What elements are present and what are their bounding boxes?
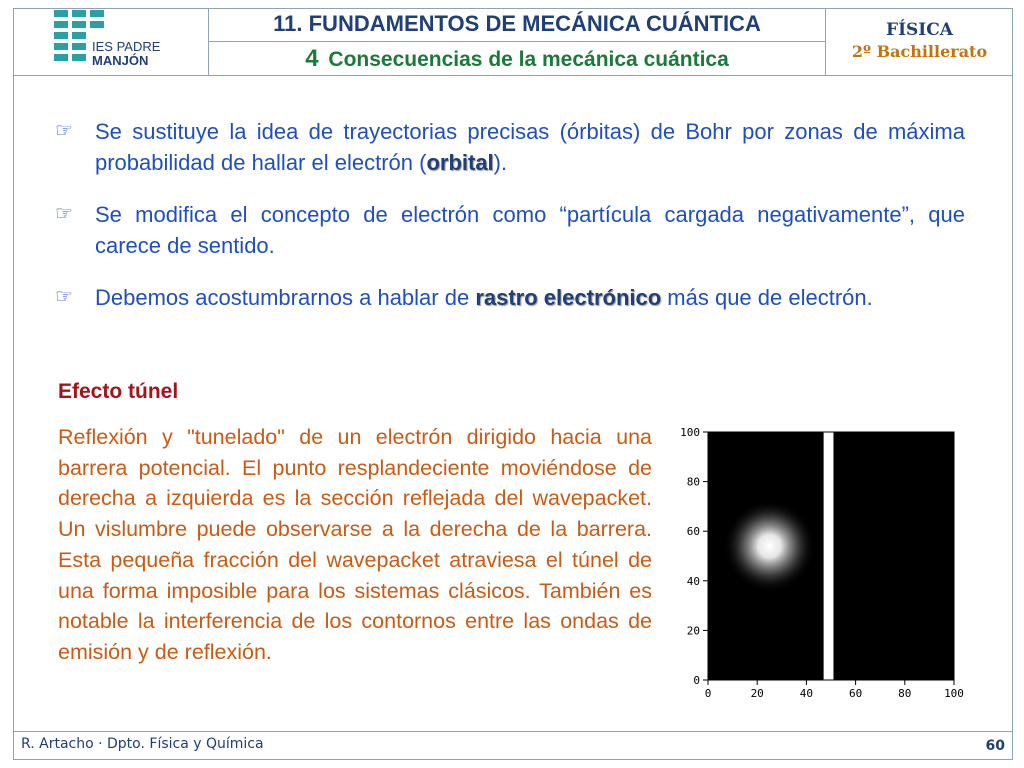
y-tick-label: 40 (686, 574, 700, 588)
potential-barrier (824, 432, 834, 680)
subject-box (826, 8, 1013, 76)
bullet-highlight: orbital (426, 150, 494, 175)
bullet-text-before: Debemos acostumbrarnos a hablar de (95, 285, 476, 310)
bullet-item-2 (55, 199, 965, 261)
subtitle-number: 4 (305, 45, 319, 72)
title-box (208, 8, 826, 76)
tunnel-effect-plot (670, 420, 970, 710)
pointing-hand-icon: ☞ (55, 286, 73, 308)
x-tick-label: 40 (799, 687, 814, 700)
pointing-hand-icon: ☞ (55, 120, 73, 142)
subtitle-text: Consecuencias de la mecánica cuántica (328, 48, 729, 71)
y-tick-label: 100 (680, 426, 700, 439)
bullet-text-after: más que de electrón. (661, 285, 873, 310)
bullet-text-before: Se sustituye la idea de trayectorias precisas (órbitas) de Bohr por zonas de máxima probabilidad de hallar el electrón ( (95, 119, 965, 175)
slide-footer (13, 731, 1013, 760)
pointing-hand-icon: ☞ (55, 203, 73, 225)
y-tick-label: 20 (686, 624, 700, 638)
y-tick-label: 0 (693, 674, 700, 687)
page-title: 11. FUNDAMENTOS DE MECÁNICA CUÁNTICA (209, 8, 825, 42)
x-tick-label: 0 (704, 687, 712, 700)
bullet-list (55, 116, 965, 334)
y-tick-label: 60 (686, 525, 700, 539)
x-tick-label: 100 (944, 687, 964, 700)
x-tick-label: 80 (898, 687, 912, 700)
footer-author: R. Artacho · Dpto. Física y Química (21, 736, 264, 752)
bullet-item-1 (55, 116, 965, 178)
bullet-item-3 (55, 282, 965, 313)
course-level: 2º Bachillerato (851, 42, 988, 61)
x-tick-label: 20 (750, 687, 764, 700)
bullet-text-after: ). (493, 150, 508, 175)
page-subtitle (209, 42, 825, 76)
y-tick-label: 80 (686, 475, 700, 489)
logo-line2: MANJÓN (92, 53, 149, 68)
school-logo (40, 8, 180, 68)
section-paragraph: Reflexión y "tunelado" de un electrón dirigido hacia una barrera potencial. El punto resplandeciente moviéndose de derecha a izquierda es la sección reflejada del wavepacket. Un vislumbre puede observarse a la derecha de la barrera. Esta pequeña fracción del wavepacket atraviesa el túnel de una forma imposible para los sistemas clásicos. También es notable la interferencia de los contornos entre las ondas de emisión y de reflexión. (58, 425, 652, 664)
wavepacket-blob (724, 500, 816, 592)
bullet-text-before: Se modifica el concepto de electrón como “partícula cargada negativamente”, que carece de sentido. (95, 202, 965, 258)
section-title: Efecto túnel (58, 380, 179, 403)
x-tick-label: 60 (848, 687, 863, 700)
bullet-highlight: rastro electrónico (475, 285, 662, 310)
logo-line1: IES PADRE (92, 39, 161, 54)
subject-name: FÍSICA (886, 20, 953, 40)
page-number: 60 (985, 738, 1005, 754)
